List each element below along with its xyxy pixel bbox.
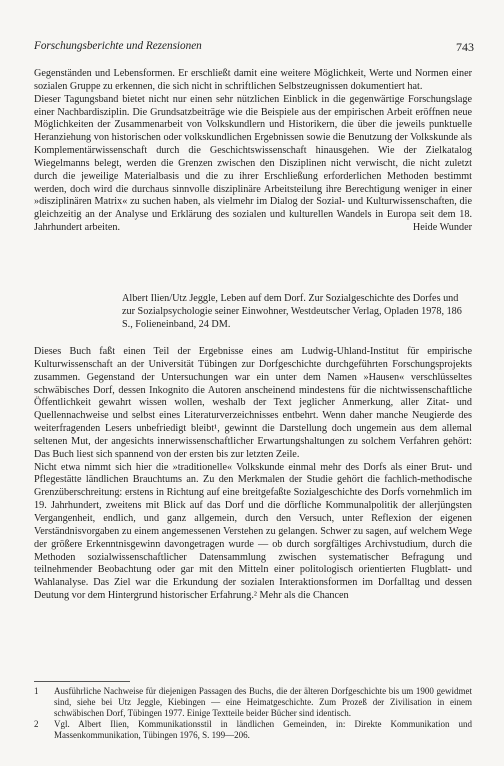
footnote xyxy=(34,719,472,741)
footnote-text: Vgl. Albert Ilien, Kommunikationsstil in ländlichen Gemeinden, in: Direkte Kommunikation und Massenkommunikation, Tübingen 1976, S. 199—206. xyxy=(54,719,472,740)
paragraph xyxy=(34,94,472,235)
reviewer-name: Heide Wunder xyxy=(412,222,472,234)
paragraph: Gegenständen und Lebensformen. Er erschließt damit eine weitere Möglichkeit, Werte und Normen einer sozialen Gruppe zu erkennen, die sich nicht in schriftlichen Selbstzeugnissen dokumentiert hat. xyxy=(34,68,472,92)
footnote xyxy=(34,686,472,719)
paragraph-text: Dieser Tagungsband bietet nicht nur einen sehr nützlichen Einblick in die gegenwärtige Forschungslage einer Nachbardisziplin. Die Grundsatzbeiträge wie die Beispiele aus der empirischen Arbeit eröffnen neue Möglichkeiten der Zusammenarbeit von Volkskundlern und Historikern, die über die jeweils punktuelle Heranziehung von historischen oder volkskundlichen Ergebnissen sowie die Benutzung der Volkskunde als Komplementärwissenschaft durch die Geschichtswissenschaft hinausgehen. Wie der Zielkatalog Wiegelmanns belegt, werden die Grenzen zwischen den Disziplinen nicht verwischt, die nicht zuletzt durch die jeweilige Materialbasis und die zu ihrer Erschließung erforderlichen Methoden bestimmt werden, doch wird die durchaus sinnvolle disziplinäre Arbeitsteilung ihre Berechtigung weniger in einer »disziplinären Matrix« zu suchen haben, als vielmehr im Dialog der Sozial- und Kulturwissenschaften, die gleichzeitig an der Analyse und Erklärung des sozialen und kulturellen Wandels in Europa seit dem 18. Jahrhundert arbeiten. xyxy=(34,93,472,234)
review-2 xyxy=(34,346,472,603)
page-header xyxy=(34,40,474,56)
footnote-text: Ausführliche Nachweise für diejenigen Passagen des Buchs, die der älteren Dorfgeschichte bis um 1900 gewidmet sind, siehe bei Utz Jeggle, Kiebingen — eine Heimatgeschichte. Zum Prozeß der Zivilisation in einem schwäbischen Dorf, Tübingen 1977. Einige Textteile beider Bücher sind identisch. xyxy=(54,686,472,718)
reference-text: Albert Ilien/Utz Jeggle, Leben auf dem Dorf. Zur Sozialgeschichte des Dorfes und zur Sozialpsychologie seiner Einwohner, Westdeutscher Verlag, Opladen 1978, 186 S., Folieneinband, 24 DM. xyxy=(122,293,462,330)
book-reference xyxy=(122,293,472,331)
page-number: 743 xyxy=(456,40,474,54)
footnote-divider xyxy=(34,681,130,682)
footnotes xyxy=(34,686,472,741)
review-1 xyxy=(34,68,472,235)
paragraph: Dieses Buch faßt einen Teil der Ergebnisse eines am Ludwig-Uhland-Institut für empirische Kulturwissenschaft an der Universität Tübingen zur Dorfgeschichte durchgeführten Forschungsprojekts zusammen. Gegenstand der Untersuchungen war ein unter dem Namen »Hausen« verschlüsseltes schwäbisches Dorf, dessen Inkognito die Autoren anscheinend mindestens für die nichtwissenschaftliche Öffentlichkeit gewahrt wissen wollen, weshalb der Text jeglicher Anmerkung, aller Zitat- und Quellennachweise und selbst eines Literaturverzeichnisses entbehrt. Wenn daher manche Neugierde des weiterfragenden Lesers unbefriedigt bleibt¹, gewinnt die Darstellung doch ungemein aus dem allemal seltenen Mut, der angesichts innerwissenschaftlicher Erwartungshaltungen zu solchem Verfahren gehört: Das Buch liest sich spannend von der ersten bis zur letzten Zeile. xyxy=(34,346,472,460)
running-title: Forschungsberichte und Rezensionen xyxy=(34,40,202,52)
footnote-number: 1 xyxy=(34,686,39,696)
paragraph: Nicht etwa nimmt sich hier die »traditionelle« Volkskunde einmal mehr des Dorfs als einer Brut- und Pflegestätte ländlichen Brauchtums an. Zu den Merkmalen der Studie gehört die fachlich-methodische Grenzüberschreitung: erstens in Richtung auf eine breitgefaßte Sozialgeschichte des Dorfs vornehmlich im 19. Jahrhundert, zweitens mit Blick auf das Dorf und die dörfliche Kommunalpolitik der allerjüngsten Vergangenheit, endlich, und ganz allgemein, durch den Versuch, unter Reflexion der eigenen Verständnisvorgaben zu einem angemessenen Verstehen zu gelangen. Schwer zu sagen, auf welchem Wege der größere Erkenntnisgewinn davongetragen wurde — ob durch sorgfältiges Archivstudium, durch die Methoden sozialwissenschaftlicher Datensammlung zwischen systematischer Befragung und teilnehmender Beobachtung oder gar mit den Mitteln einer politologisch orientierten Flugblatt- und Wahlanalyse. Das Ziel war die Erkundung der sozialen Interaktionsformen im Dorfalltag und dessen Deutung vor dem Hintergrund historischer Erfahrung.² Mehr als die Chancen xyxy=(34,461,472,602)
footnote-number: 2 xyxy=(34,719,39,729)
